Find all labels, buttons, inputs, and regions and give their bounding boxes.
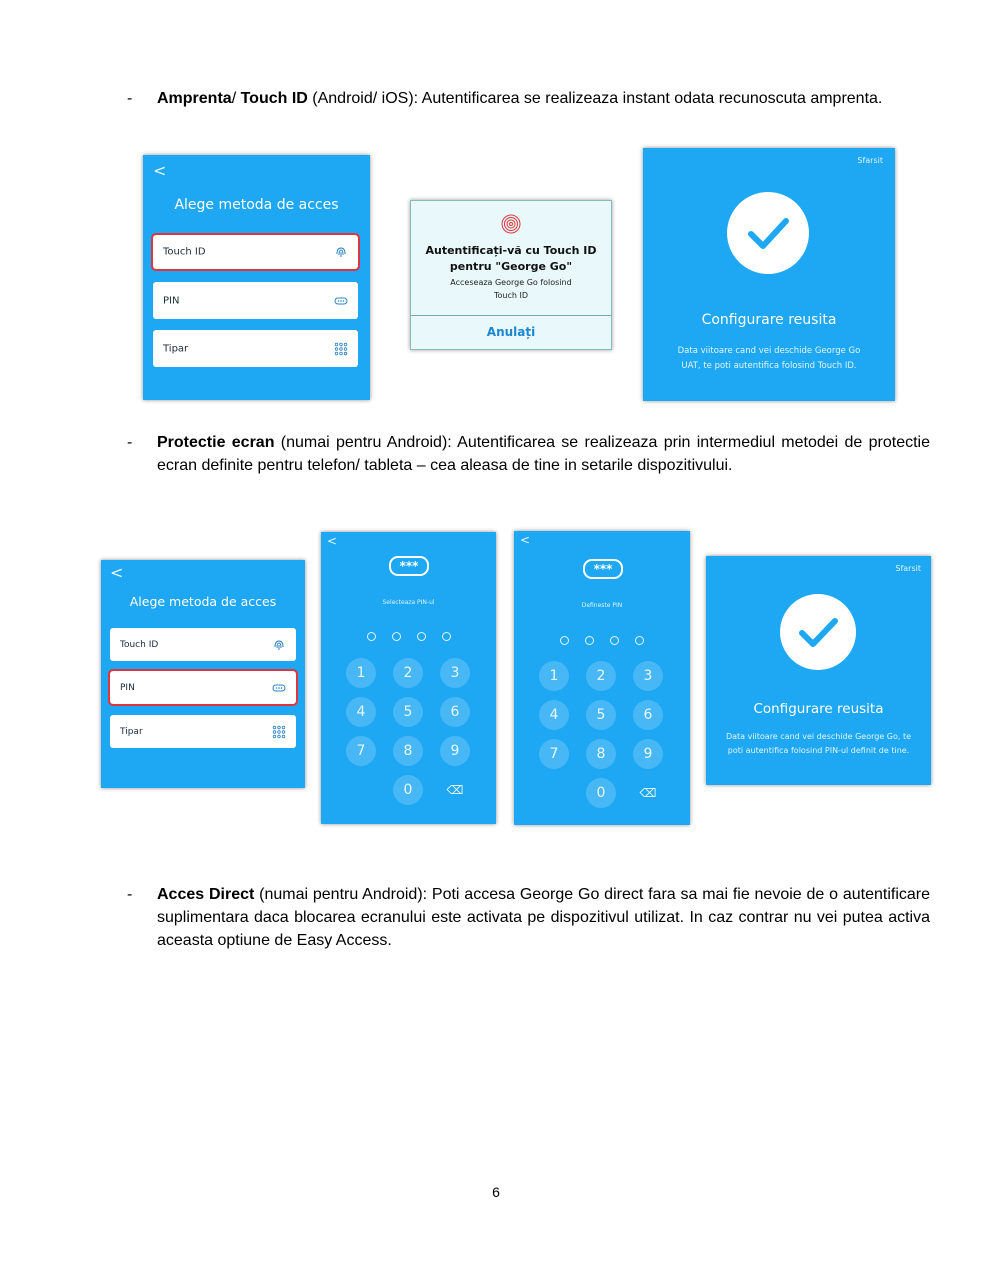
pattern-icon	[272, 725, 286, 739]
keypad-key[interactable]: 9	[440, 736, 470, 766]
dialog-title-line: Autentificați-vă cu Touch ID	[425, 244, 597, 257]
pin-dot	[585, 636, 594, 645]
bullet-text	[157, 87, 930, 110]
bullet-description: (Android/ iOS): Autentificarea se realizeaza instant odata recunoscuta amprenta.	[307, 90, 883, 107]
cancel-button[interactable]: Anulați	[486, 325, 536, 339]
check-icon	[727, 192, 809, 274]
bold-term: Touch ID	[240, 90, 308, 107]
term-separator: /	[231, 90, 241, 107]
success-description-line: Data viitoare cand vei deschide George Go	[677, 346, 861, 356]
bold-term: Protectie ecran	[157, 434, 275, 451]
keypad-key[interactable]: 8	[586, 739, 616, 769]
pin-badge: ***	[583, 559, 623, 579]
pattern-icon	[334, 342, 348, 356]
keypad-key[interactable]: 7	[346, 736, 376, 766]
keypad-key[interactable]: 4	[346, 697, 376, 727]
pin-icon	[334, 294, 348, 308]
option-pattern[interactable]	[153, 330, 358, 367]
bullet-text	[157, 431, 930, 477]
keypad-key[interactable]: 4	[539, 700, 569, 730]
finish-link[interactable]: Sfarsit	[895, 564, 921, 573]
back-icon[interactable]: <	[520, 533, 531, 547]
option-touch-id[interactable]	[153, 235, 358, 269]
keypad-key[interactable]: 5	[586, 700, 616, 730]
pin-dot	[610, 636, 619, 645]
fingerprint-icon	[334, 245, 348, 259]
keypad-key[interactable]: 3	[633, 661, 663, 691]
option-label: PIN	[120, 682, 135, 693]
option-touch-id[interactable]	[110, 628, 296, 661]
bullet-description: (numai pentru Android): Poti accesa George Go direct fara sa mai fie nevoie de o autentificare suplimentara daca blocarea ecranului este activata pe dispozitivul utilizat. In caz contrar nu vei putea activa aceasta optiune de Easy Access.	[157, 886, 930, 949]
option-pin[interactable]	[153, 282, 358, 319]
success-screen	[643, 148, 895, 401]
pin-prompt: Selecteaza PIN-ul	[382, 599, 435, 606]
dialog-subtitle-line: Acceseaza George Go folosind	[450, 278, 572, 287]
method-selection-screen	[101, 560, 305, 788]
keypad-key[interactable]: 9	[633, 739, 663, 769]
bullet-touch-id	[120, 87, 930, 133]
page-number: 6	[492, 1184, 500, 1200]
bullet-dash: -	[127, 886, 133, 903]
keypad-key[interactable]: 5	[393, 697, 423, 727]
bullet-direct-access	[120, 883, 930, 953]
bold-term: Acces Direct	[157, 886, 255, 903]
bullet-dash: -	[127, 434, 133, 451]
pin-dot	[560, 636, 569, 645]
keypad-key[interactable]: 1	[346, 658, 376, 688]
screen-title: Alege metoda de acces	[174, 197, 339, 213]
pin-icon	[272, 681, 286, 695]
bullet-screen-protection	[120, 431, 930, 477]
method-selection-screen	[143, 155, 370, 400]
success-title: Configurare reusita	[701, 312, 837, 328]
fingerprint-icon	[272, 638, 286, 652]
keypad-key[interactable]: 1	[539, 661, 569, 691]
backspace-icon[interactable]: ⌫	[639, 786, 657, 800]
option-pin[interactable]	[110, 671, 296, 704]
bullet-dash: -	[127, 90, 133, 107]
success-description-line: poti autentifica folosind PIN-ul definit de tine.	[727, 746, 910, 755]
bullet-text	[157, 883, 930, 952]
bold-term: Amprenta	[157, 90, 232, 107]
check-icon	[780, 594, 856, 670]
pin-define-screen	[514, 531, 690, 825]
keypad-key[interactable]: 2	[393, 658, 423, 688]
dialog-divider	[411, 315, 611, 316]
touch-id-dialog	[410, 200, 612, 350]
pin-prompt: Defineste PIN	[581, 602, 623, 609]
keypad-key[interactable]: 0	[393, 775, 423, 805]
back-icon[interactable]: <	[327, 534, 338, 548]
keypad-key[interactable]: 7	[539, 739, 569, 769]
success-screen	[706, 556, 931, 785]
option-label: Touch ID	[120, 639, 159, 650]
option-label: Tipar	[163, 343, 189, 354]
pin-dot	[392, 632, 401, 641]
success-title: Configurare reusita	[753, 701, 884, 717]
option-label: Touch ID	[163, 246, 206, 258]
pin-dot	[367, 632, 376, 641]
success-description-line: Data viitoare cand vei deschide George Go, te	[725, 732, 912, 741]
screen-title: Alege metoda de acces	[129, 594, 277, 609]
fingerprint-icon	[500, 213, 522, 235]
dialog-subtitle-line: Touch ID	[493, 291, 529, 300]
finish-link[interactable]: Sfarsit	[857, 156, 883, 165]
pin-dot	[417, 632, 426, 641]
backspace-icon[interactable]: ⌫	[446, 783, 464, 797]
keypad-key[interactable]: 8	[393, 736, 423, 766]
keypad-key[interactable]: 6	[633, 700, 663, 730]
pin-entry-screen	[321, 532, 496, 824]
pin-dot	[442, 632, 451, 641]
keypad-key[interactable]: 3	[440, 658, 470, 688]
option-label: PIN	[163, 295, 180, 306]
success-description-line: UAT, te poti autentifica folosind Touch ID.	[681, 361, 857, 371]
option-pattern[interactable]	[110, 715, 296, 748]
bullet-description: (numai pentru Android): Autentificarea se realizeaza prin intermediul metodei de protectie ecran definite pentru telefon/ tableta – cea aleasa de tine in setarile dispozitivului.	[157, 434, 931, 474]
option-label: Tipar	[120, 726, 143, 737]
dialog-title-line: pentru "George Go"	[449, 260, 573, 273]
keypad-key[interactable]: 6	[440, 697, 470, 727]
pin-dot	[635, 636, 644, 645]
keypad-key[interactable]: 2	[586, 661, 616, 691]
keypad-key[interactable]: 0	[586, 778, 616, 808]
back-icon[interactable]: <	[110, 563, 124, 582]
back-icon[interactable]: <	[153, 161, 167, 180]
pin-badge: ***	[389, 556, 429, 576]
